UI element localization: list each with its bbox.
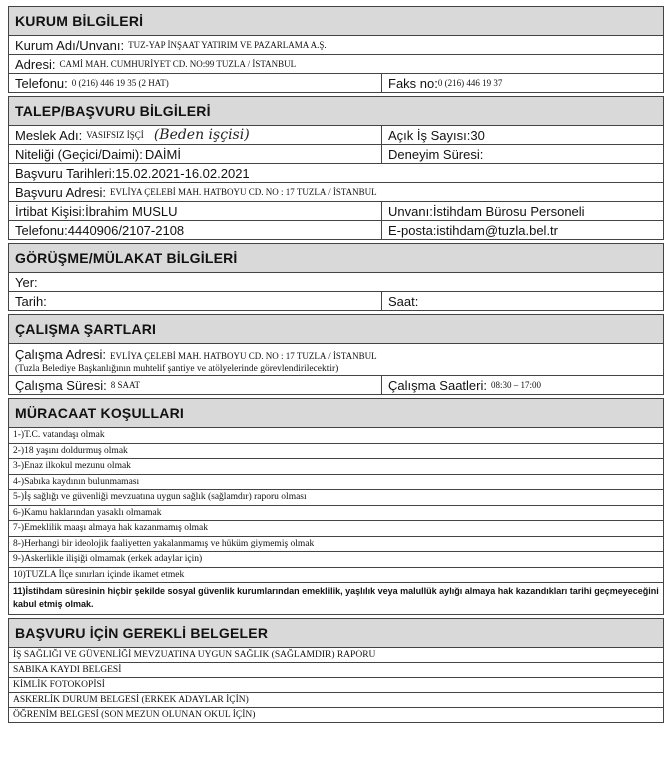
field-value: CAMİ MAH. CUMHURİYET CD. NO:99 TUZLA / İSTANBUL [59,59,297,69]
field-label: Tarih: [15,293,47,309]
talep-contact-row [8,202,664,221]
list-item [8,506,664,522]
documents-list [8,648,664,723]
condition-text: 7-)Emeklilik maaşı almaya hak kazanmamış olmak [13,523,208,534]
section-calisma-header [8,314,664,344]
gorusme-place-row [8,273,664,292]
form-page [8,6,664,723]
list-item [8,459,664,475]
handwritten-note: (Beden işçisi) [153,127,250,143]
section-belgeler-header [8,618,664,648]
section-title: BAŞVURU İÇİN GEREKLİ BELGELER [15,625,269,641]
field-label: Niteliği (Geçici/Daimi): [15,146,143,162]
document-text: ASKERLİK DURUM BELGESİ (ERKEK ADAYLAR İÇİN) [13,695,249,705]
document-text: SABIKA KAYDI BELGESİ [13,665,122,675]
calisma-address-row [8,344,664,376]
field-value: 15.02.2021-16.02.2021 [115,165,250,181]
document-text: KİMLİK FOTOKOPİSİ [13,680,105,690]
list-item [8,648,664,663]
field-label: Çalışma Adresi: [15,347,107,362]
field-label: Meslek Adı: [15,127,83,143]
section-title: KURUM BİLGİLERİ [15,13,144,29]
condition-text: 8-)Herhangi bir ideolojik faaliyetten yakalanmamış ve hüküm giymemiş olmak [13,538,315,549]
field-value: 0 (216) 446 19 35 (2 HAT) [71,78,169,88]
field-value: 0 (216) 446 19 37 [437,78,503,88]
section-title: MÜRACAAT KOŞULLARI [15,405,184,421]
section-title: ÇALIŞMA ŞARTLARI [15,321,157,337]
document-text: ÖĞRENİM BELGESİ (SON MEZUN OLUNAN OKUL İÇİN) [13,710,256,720]
talep-nature-row [8,145,664,164]
list-item [8,475,664,491]
field-value: EVLİYA ÇELEBİ MAH. HATBOYU CD. NO : 17 TUZLA / İSTANBUL [110,187,377,197]
kurum-phone-row [8,74,664,93]
field-label: İrtibat Kişisi: [15,203,86,219]
field-label: Telefonu: [15,222,68,238]
field-label: Unvanı: [388,203,433,219]
list-item [8,678,664,693]
list-item [8,521,664,537]
list-item [8,552,664,568]
field-value: İbrahim MUSLU [85,203,178,219]
gorusme-date-row [8,292,664,311]
list-item [8,537,664,553]
list-item [8,693,664,708]
field-label: Açık İş Sayısı: [388,127,471,143]
list-item [8,568,664,584]
kurum-name-row [8,36,664,55]
section-title: TALEP/BAŞVURU BİLGİLERİ [15,103,211,119]
field-label: Yer: [15,274,38,290]
section-title: GÖRÜŞME/MÜLAKAT BİLGİLERİ [15,250,238,266]
kurum-address-row [8,55,664,74]
section-talep-header [8,96,664,126]
field-label: Kurum Adı/Unvanı: [15,37,125,53]
field-label: Başvuru Adresi: [15,184,107,200]
field-value: 08:30 – 17:00 [490,380,541,390]
condition-text: 3-)Enaz ilkokul mezunu olmak [13,461,131,472]
section-muracaat-header [8,398,664,428]
field-label: E-posta: [388,222,437,238]
field-label: Çalışma Saatleri: [388,377,487,393]
field-label: Deneyim Süresi: [388,146,484,162]
list-item [8,663,664,678]
talep-job-row [8,126,664,145]
condition-text: 6-)Kamu haklarından yasaklı olmamak [13,507,162,518]
field-value: 30 [470,127,485,143]
section-kurum-header [8,6,664,36]
field-label: Başvuru Tarihleri: [15,165,116,181]
field-label: Çalışma Süresi: [15,377,107,393]
condition-text: 5-)İş sağlığı ve güvenliği mevzuatına uygun sağlık (sağlamdır) raporu olması [13,492,307,503]
section-gorusme-header [8,243,664,273]
condition-text: 4-)Sabıka kaydının bulunmaması [13,476,140,487]
document-text: İŞ SAĞLIĞI VE GÜVENLİĞİ MEVZUATINA UYGUN SAĞLIK (SAĞLAMDIR) RAPORU [13,650,376,660]
list-item [8,428,664,444]
list-item [8,708,664,723]
condition-text: 2-)18 yaşını doldurmuş olmak [13,445,128,456]
calisma-duration-row [8,376,664,395]
field-value: DAİMİ [144,146,181,162]
field-value: 8 SAAT [110,380,141,390]
field-value: İstihdam Bürosu Personeli [432,203,585,219]
conditions-list [8,428,664,583]
field-label: Telefonu: [15,75,68,91]
field-value: EVLİYA ÇELEBİ MAH. HATBOYU CD. NO : 17 TUZLA / İSTANBUL [110,351,377,361]
field-value: VASIFSIZ İŞÇİ [86,130,144,140]
field-value: TUZ-YAP İNŞAAT YATIRIM VE PAZARLAMA A.Ş. [128,40,327,50]
address-note: (Tuzla Belediye Başkanlığının muhtelif şantiye ve atölyelerinde görevlendirilecektir) [15,364,339,374]
talep-dates-row [8,164,664,183]
field-label: Saat: [388,293,419,309]
field-label: Adresi: [15,56,56,72]
talep-address-row [8,183,664,202]
field-value: 4440906/2107-2108 [67,222,185,238]
field-value: istihdam@tuzla.bel.tr [436,222,558,238]
condition-text: 1-)T.C. vatandaşı olmak [13,430,105,441]
condition-text: 9-)Askerlikle ilişiği olmamak (erkek adaylar için) [13,554,203,565]
condition-11-note: 11)İstihdam süresinin hiçbir şekilde sosyal güvenlik kurumlarından emeklilik, yaşlılık veya malullük aylığı almaya hak kazandıkları tarihi geçmeyeceğini kabul etmiş olmak. [8,583,664,615]
condition-text: 10)TUZLA İlçe sınırları içinde ikamet etmek [13,569,185,580]
list-item [8,490,664,506]
list-item [8,444,664,460]
field-label: Faks no: [388,75,438,91]
talep-tel-row [8,221,664,240]
